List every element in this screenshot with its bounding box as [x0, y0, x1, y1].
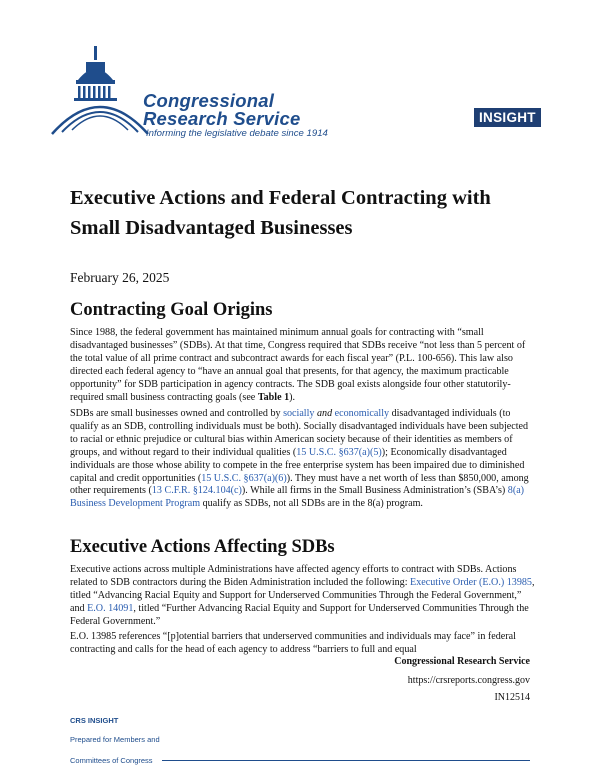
document-title: Executive Actions and Federal Contracting with Small Disadvantaged Businesses: [70, 187, 491, 239]
organization-name: [143, 92, 300, 128]
section-heading-goal-origins: Contracting Goal Origins: [70, 300, 273, 320]
link-socially[interactable]: socially: [283, 408, 315, 419]
link-8a-program[interactable]: 8(a) Business Development Program: [70, 485, 525, 510]
paragraph-text: Since 1988, the federal government has maintained minimum annual goals for contracting with “small disadvantaged businesses” (SDBs). At that time, Congress required that SDBs receive “not less than 5 percent of the total value of all prime contract and subcontract awards for each fiscal year” (P.L. 100-656). This law also directed each federal agency to “have an annual goal that presents, for that agency, the maximum practicable opportunity” for SDB participation in agency contracts. The SDB goal exists alongside four other statutorily-required small business contracting goals (see: [70, 327, 526, 403]
paragraph-text: ).: [289, 391, 296, 403]
organization-name-line2: Research Service: [143, 108, 301, 129]
organization-name-line1: Congressional: [143, 90, 275, 111]
table-reference[interactable]: Table 1: [257, 391, 290, 403]
paragraph-text: ). While all firms in the Small Business Administration’s (SBA’s): [241, 485, 508, 497]
footer-prepared-for: Prepared for Members and: [70, 735, 160, 744]
paragraph-text: ); Economically disadvantaged individuals are those whose ability to compete in the free enterprise system has been impaired due to diminished capital and credit opportunities (: [70, 446, 525, 484]
document-date: February 26, 2025: [70, 270, 170, 285]
section-heading-executive-actions: Executive Actions Affecting SDBs: [70, 537, 335, 557]
link-eo-14091[interactable]: E.O. 14091: [87, 602, 134, 614]
paragraph-text: SDBs are small businesses owned and controlled by: [70, 408, 284, 419]
paragraph-text: ). They must have a net worth of less than $850,000, among other requirements (: [70, 472, 529, 497]
organization-tagline: Informing the legislative debate since 1914: [146, 128, 328, 139]
paragraph-text: , titled “Advancing Racial Equity and Support for Underserved Communities Through the Federal Government,” and: [70, 576, 535, 614]
link-eo-13985[interactable]: Executive Order (E.O.) 13985: [410, 576, 532, 588]
footer-divider: [162, 760, 530, 761]
link-economically[interactable]: economically: [334, 408, 390, 419]
link-usc-637a5[interactable]: 15 U.S.C. §637(a)(5): [296, 446, 382, 458]
paragraph-text: Executive actions across multiple Administrations have affected agency efforts to contract with SDBs. Actions related to SDB contractors during the Biden Administration included the following:: [70, 564, 517, 588]
paragraph-executive-actions: [70, 564, 536, 629]
insight-badge: INSIGHT: [474, 108, 541, 127]
paragraph-sdb-definition: [70, 408, 536, 511]
link-usc-637a6[interactable]: 15 U.S.C. §637(a)(6): [201, 472, 287, 484]
capitol-dome-logo-icon: [50, 42, 150, 142]
link-cfr-124104c[interactable]: 13 C.F.R. §124.104(c): [151, 485, 242, 497]
paragraph-eo-13985: E.O. 13985 references “[p]otential barriers that underserved communities and individuals may face” in federal contracting and calls for the head of each agency to address “barriers to full and equal: [70, 631, 516, 655]
footer-organization: Congressional Research Service: [394, 656, 530, 667]
footer-committees: Committees of Congress: [70, 756, 153, 765]
emphasis-and: and: [317, 408, 333, 419]
footer-document-id: IN12514: [494, 692, 530, 703]
paragraph-text: , titled “Further Advancing Racial Equity and Support for Underserved Communities Through the Federal Government.”: [70, 602, 529, 627]
footer-crs-insight-label: CRS INSIGHT: [70, 716, 119, 725]
paragraph-text: qualify as SDBs, not all SDBs are in the 8(a) program.: [200, 498, 423, 510]
paragraph-goal-origins: [70, 327, 536, 404]
paragraph-text: disadvantaged individuals (to qualify as an SDB, controlling individuals must be both). Socially disadvantaged individuals have been subjected to racial or ethnic prejudice or cultural bias within American society because of their identities as members of groups, and without regard to their individual qualities (: [70, 408, 529, 458]
footer-url[interactable]: https://crsreports.congress.gov: [407, 675, 530, 686]
